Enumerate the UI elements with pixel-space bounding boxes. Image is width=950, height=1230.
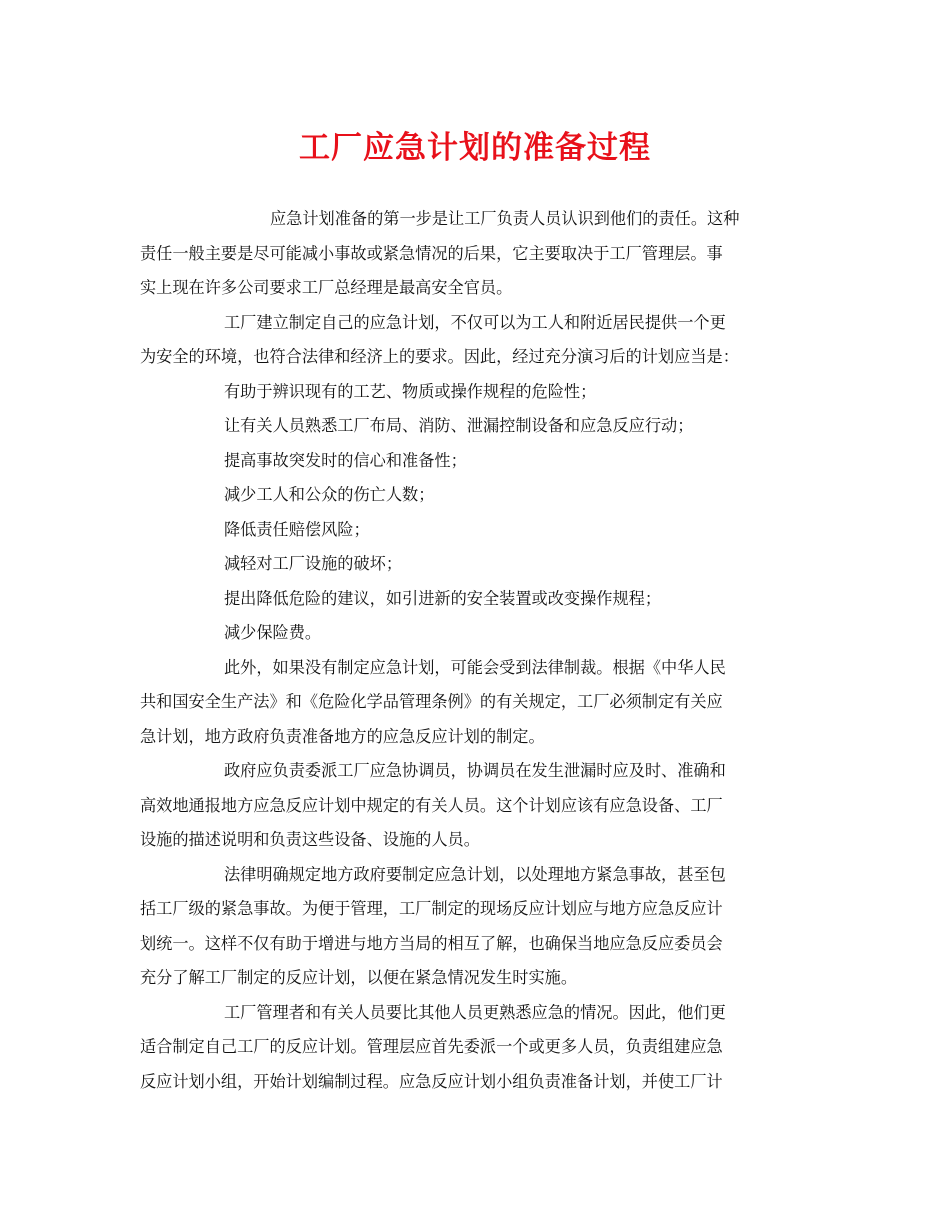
text-line: 责任一般主要是尽可能减小事故或紧急情况的后果，它主要取决于工厂管理层。事 xyxy=(140,243,723,263)
text-line: 反应计划小组，开始计划编制过程。应急反应计划小组负责准备计划，并使工厂计 xyxy=(140,1071,723,1091)
text-line: 政府应负责委派工厂应急协调员，协调员在发生泄漏时应及时、准确和 xyxy=(224,761,726,780)
text-line: 工厂建立制定自己的应急计划，不仅可以为工人和附近居民提供一个更 xyxy=(224,312,726,332)
text-line: 减少保险费。 xyxy=(224,623,322,642)
text-line: 工厂管理者和有关人员要比其他人员更熟悉应急的情况。因此，他们更 xyxy=(224,1002,726,1022)
text-line: 应急计划准备的第一步是让工厂负责人员认识到他们的责任。这种 xyxy=(270,209,740,228)
text-line: 有助于辨识现有的工艺、物质或操作规程的危险性； xyxy=(224,381,597,401)
text-line: 高效地通报地方应急反应计划中规定的有关人员。这个计划应该有应急设备、工厂 xyxy=(140,795,723,815)
text-line: 减轻对工厂设施的破坏； xyxy=(224,554,403,573)
text-line: 适合制定自己工厂的反应计划。管理层应首先委派一个或更多人员，负责组建应急 xyxy=(140,1037,723,1056)
document-body xyxy=(140,202,820,1099)
text-line: 实上现在许多公司要求工厂总经理是最高安全官员。 xyxy=(140,278,513,297)
text-line: 为安全的环境，也符合法律和经济上的要求。因此，经过充分演习后的计划应当是： xyxy=(140,347,739,366)
text-line: 降低责任赔偿风险； xyxy=(224,519,370,539)
text-line: 提出降低危险的建议，如引进新的安全装置或改变操作规程； xyxy=(224,588,662,608)
text-line: 共和国安全生产法》和《危险化学品管理条例》的有关规定，工厂必须制定有关应 xyxy=(140,692,723,711)
text-line: 急计划，地方政府负责准备地方的应急反应计划的制定。 xyxy=(140,726,545,746)
text-line: 法律明确规定地方政府要制定应急计划，以处理地方紧急事故，甚至包 xyxy=(224,864,726,884)
text-line: 让有关人员熟悉工厂布局、消防、泄漏控制设备和应急反应行动； xyxy=(224,416,694,435)
text-line: 提高事故突发时的信心和准备性； xyxy=(224,450,467,470)
text-line: 划统一。这样不仅有助于增进与地方当局的相互了解，也确保当地应急反应委员会 xyxy=(140,933,723,953)
text-line: 减少工人和公众的伤亡人数； xyxy=(224,485,435,504)
text-line: 设施的描述说明和负责这些设备、设施的人员。 xyxy=(140,830,480,849)
text-line: 括工厂级的紧急事故。为便于管理，工厂制定的现场反应计划应与地方应急反应计 xyxy=(140,899,723,918)
text-line: 此外，如果没有制定应急计划，可能会受到法律制裁。根据《中华人民 xyxy=(224,657,726,677)
text-line: 充分了解工厂制定的反应计划，以便在紧急情况发生时实施。 xyxy=(140,968,578,987)
document-title: 工厂应急计划的准备过程 xyxy=(299,130,651,166)
